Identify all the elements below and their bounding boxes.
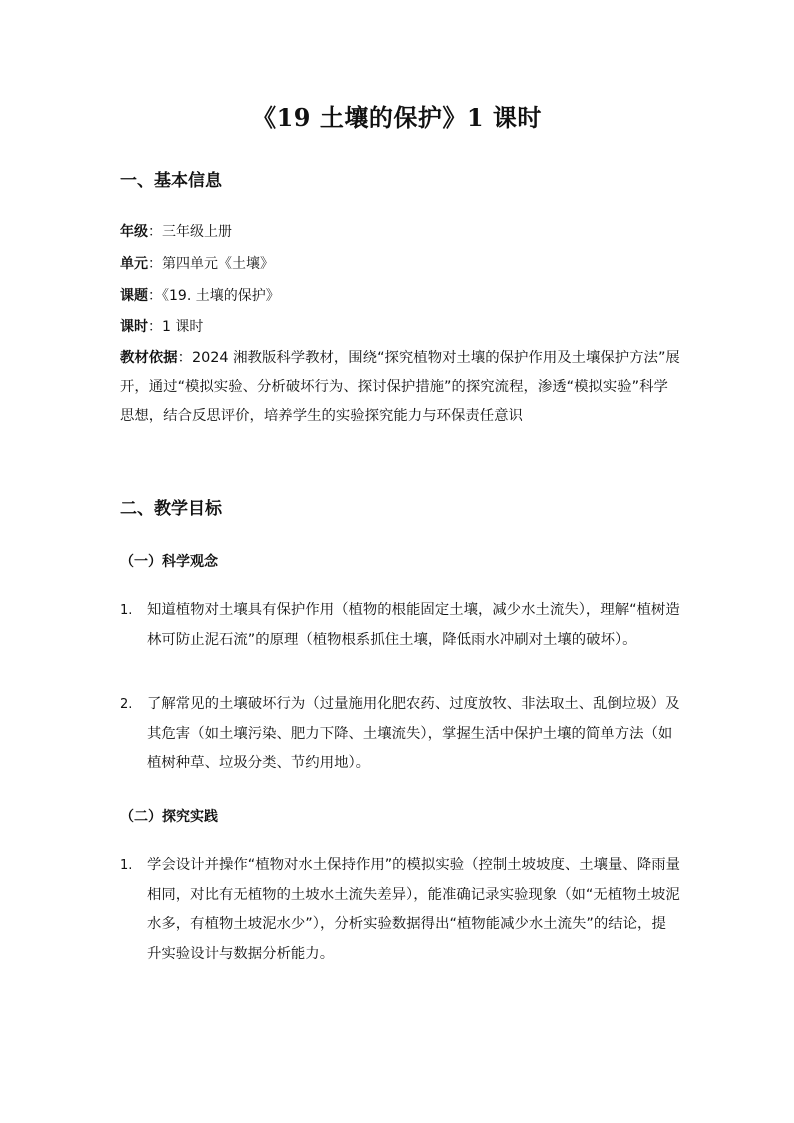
list-item-text: 了解常见的土壤破坏行为（过量施用化肥农药、过度放牧、非法取土、乱倒垃圾）及其危害（如土壤污染、肥力下降、土壤流失），掌握生活中保护土壤的简单方法（如植树种草、垃圾分类、节约用地）。 (147, 696, 680, 771)
list-item-number: 1. (120, 858, 133, 873)
period-line (120, 313, 680, 342)
section-heading-teaching-goals: 二、教学目标 (120, 499, 222, 519)
unit-value: ：第四单元《土壤》 (148, 256, 274, 272)
period-label: 课时 (120, 319, 148, 335)
grade-label: 年级 (120, 224, 148, 240)
list-item (120, 851, 680, 969)
list-item (120, 596, 680, 655)
grade-value: ：三年级上册 (148, 224, 232, 240)
topic-value: ：《19. 土壤的保护》 (148, 288, 280, 304)
unit-line (120, 250, 680, 279)
subsection-heading-inquiry-practice: （二）探究实践 (120, 809, 218, 825)
list-item-number: 2. (120, 697, 133, 712)
list-item-text: 知道植物对土壤具有保护作用（植物的根能固定土壤，减少水土流失），理解“植树造林可防止泥石流”的原理（植物根系抓住土壤，降低雨水冲刷对土壤的破坏）。 (147, 602, 680, 648)
list-item (120, 690, 680, 779)
unit-label: 单元 (120, 256, 148, 272)
topic-line (120, 282, 680, 311)
list-item-text: 学会设计并操作“植物对水土保持作用”的模拟实验（控制土坡坡度、土壤量、降雨量相同，对比有无植物的土坡水土流失差异），能准确记录实验现象（如“无植物土坡泥水多，有植物土坡泥水少”），分析实验数据得出“植物能减少水土流失”的结论，提升实验设计与数据分析能力。 (147, 857, 680, 962)
grade-line (120, 218, 680, 247)
textbook-basis-paragraph (120, 344, 680, 431)
list-item-number: 1. (120, 603, 133, 618)
period-value: ：1 课时 (148, 319, 204, 335)
basis-value: ：2024 湘教版科学教材，围绕“探究植物对土壤的保护作用及土壤保护方法”展开，通过“模拟实验、分析破坏行为、探讨保护措施”的探究流程，渗透“模拟实验”科学思想，结合反思评价，培养学生的实验探究能力与环保责任意识 (120, 350, 680, 424)
document-title: 《19 土壤的保护》1 课时 (252, 103, 542, 132)
section-heading-basic-info: 一、基本信息 (120, 171, 222, 191)
basis-label: 教材依据 (120, 350, 178, 366)
subsection-heading-scientific-concepts: （一）科学观念 (120, 554, 218, 570)
topic-label: 课题 (120, 288, 148, 304)
